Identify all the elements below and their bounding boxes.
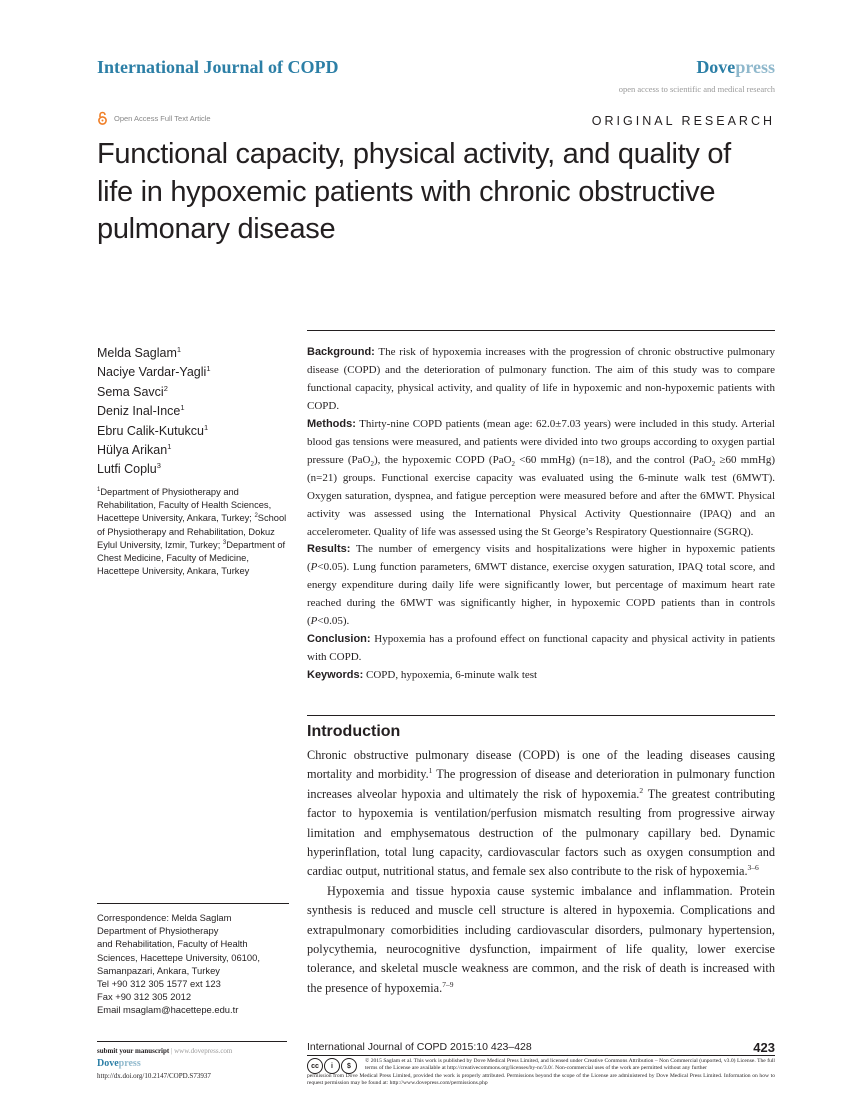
footer-publisher-logo: Dovepress: [97, 1058, 141, 1069]
doi-link[interactable]: http://dx.doi.org/10.2147/COPD.S73937: [97, 1072, 211, 1080]
publisher-logo: [696, 57, 775, 78]
abstract-results: Results: The number of emergency visits and hospitalizations were higher in hypoxemic patients (P<0.05). Lung function parameters, 6MWT distance, exercise oxygen saturation, IPAQ total score, and energy expenditure during daily life were significantly lower, but percentage of maximum heart rate reached during the 6MWT was significantly higher, in hypoxemic COPD patients than in controls (P<0.05).: [307, 543, 775, 628]
author: Deniz Inal-Ince$^1$: [97, 403, 185, 419]
publisher-brand-a: Dove: [696, 57, 736, 77]
author: Lutfi Coplu$^3$: [97, 461, 161, 477]
affiliations: $^1$Department of Physiotherapy and Rehabilitation, Faculty of Health Sciences, Hacettepe University, Ankara, Turkey; $^2$School of Physiotherapy and Rehabilitation, Dokuz Eylul University, Izmir, Turkey; $^3$Department of Chest Medicine, Faculty of Medicine, Hacettepe University, Ankara, Turkey: [97, 486, 287, 577]
by-icon: i: [324, 1058, 340, 1074]
open-access-lock-icon: [97, 111, 108, 125]
license-text-2: permission from Dove Medical Press Limited, provided the work is properly attributed. Permissions beyond the scope of the License are administered by Dove Medical Press Limited. Information on how to request permission may be found at: http://www.dovepress.com/permissions.php: [307, 1073, 775, 1087]
author: Sema Savci$^2$: [97, 383, 168, 399]
abstract-top-rule: [307, 330, 775, 331]
email-link[interactable]: Email msaglam@hacettepe.edu.tr: [97, 1004, 239, 1016]
footer-rule: [307, 1055, 775, 1056]
open-access-badge: [97, 111, 211, 125]
abstract-keywords: Keywords: COPD, hypoxemia, 6-minute walk test: [307, 669, 538, 682]
journal-name: International Journal of COPD: [97, 57, 339, 77]
abstract-background: Background: The risk of hypoxemia increases with the progression of chronic obstructive pulmonary disease (COPD) and the deterioration of pulmonary function. The aim of this study was to compare functional capacity, physical activity, and quality of life in hypoxemic and non-hypoxemic patients with COPD.: [307, 346, 775, 412]
abstract-methods: Methods: Thirty-nine COPD patients (mean age: 62.0±7.03 years) were included in this study. Arterial blood gas tensions were measured, and patients were divided into two groups according to oxygen partial pressure (PaO$_2$), the hypoxemic COPD (PaO$_2$ <60 mmHg) (n=18), and the control (PaO$_2$ ≥60 mmHg) (n=21) groups. Functional exercise capacity was evaluated using the 6-minute walk test (6MWT). Oxygen saturation, dyspnea, and fatigue perception were measured before and after the 6MWT. Physical activity was assessed using the International Physical Activity Questionnaire (IPAQ) and an accelerometer. Quality of life was assessed using the St George’s Respiratory Questionnaire (SGRQ).: [307, 417, 775, 538]
publisher-brand-b: press: [735, 57, 775, 77]
introduction-body: [307, 746, 775, 998]
article-title: Functional capacity, physical activity, and quality of life in hypoxemic patients with chronic obstructive pulmonary disease: [97, 138, 731, 245]
correspondence-rule: [97, 903, 289, 904]
publisher-tagline: open access to scientific and medical research: [618, 84, 775, 94]
citation: International Journal of COPD 2015:10 423–428: [307, 1041, 532, 1053]
introduction-heading: Introduction: [307, 723, 401, 740]
correspondence: Correspondence: Melda Saglam Department of Physiotherapy and Rehabilitation, Faculty of Health Sciences, Hacettepe University, 06100, Samanpazari, Ankara, Turkey Tel +90 312 305 1577 ext 123 Fax +90 312 305 2012 Email msaglam@hacettepe.edu.tr: [97, 911, 297, 1017]
author: Naciye Vardar-Yagli$^1$: [97, 364, 211, 380]
nc-icon: $: [341, 1058, 357, 1074]
cc-icon: cc: [307, 1058, 323, 1074]
footer-left-rule: [97, 1041, 287, 1042]
article-type: ORIGINAL RESEARCH: [591, 114, 775, 128]
author: Hülya Arikan$^1$: [97, 441, 172, 458]
footer-left: submit your manuscript | www.dovepress.com Dovepress http://dx.doi.org/10.2147/COPD.S73937: [97, 1047, 233, 1080]
license-text: © 2015 Saglam et al. This work is published by Dove Medical Press Limited, and licensed under Creative Commons Attribution – Non Commercial (unported, v3.0) License. The full terms of the License are available at http://creativecommons.org/licenses/by-nc/3.0/. Non-commercial uses of the work are permitted without any further: [365, 1058, 775, 1072]
creative-commons-icons: [307, 1058, 357, 1074]
paragraph: Chronic obstructive pulmonary disease (COPD) is one of the leading diseases causing mortality and morbidity.$^1$ The progression of disease and deterioration in pulmonary function increases alveolar hypoxia and ultimately the risk of hypoxemia.$^2$ The greatest contributing factor to hypoxemia is ventilation/perfusion mismatch resulting from progressive airway limitation and emphysematous destruction of the pulmonary capillary bed. Dynamic hyperinflation, total lung capacity, cardiovascular factors such as oxygen consumption and cardiac output, nutritional status, and female sex also contribute to the risk of hypoxemia.$^{3-6}$: [307, 748, 776, 879]
submit-manuscript-link[interactable]: submit your manuscript: [97, 1047, 170, 1055]
open-access-label: Open Access Full Text Article: [114, 113, 211, 123]
author: Ebru Calik-Kutukcu$^1$: [97, 422, 209, 438]
abstract: [307, 344, 775, 685]
abstract-bottom-rule: [307, 715, 775, 716]
author: Melda Saglam$^1$: [97, 344, 182, 360]
author-list: [97, 344, 210, 480]
paragraph: Hypoxemia and tissue hypoxia cause systemic imbalance and inflammation. Protein synthesis is reduced and muscle cell structure is altered in hypoxemia. Complications and extrapulmonary comorbidities including cardiovascular disorders, pulmonary hypertension, polycythemia, neurocognitive dysfunction, impairment of life quality, lower exercise tolerance, and skeletal muscle weakness are common, and the risk of death is increased with the presence of hypoxemia.$^{7-9}$: [307, 883, 775, 995]
page-number: 423: [753, 1040, 775, 1055]
abstract-conclusion: Conclusion: Hypoxemia has a profound effect on functional capacity and physical activity in patients with COPD.: [307, 633, 775, 664]
